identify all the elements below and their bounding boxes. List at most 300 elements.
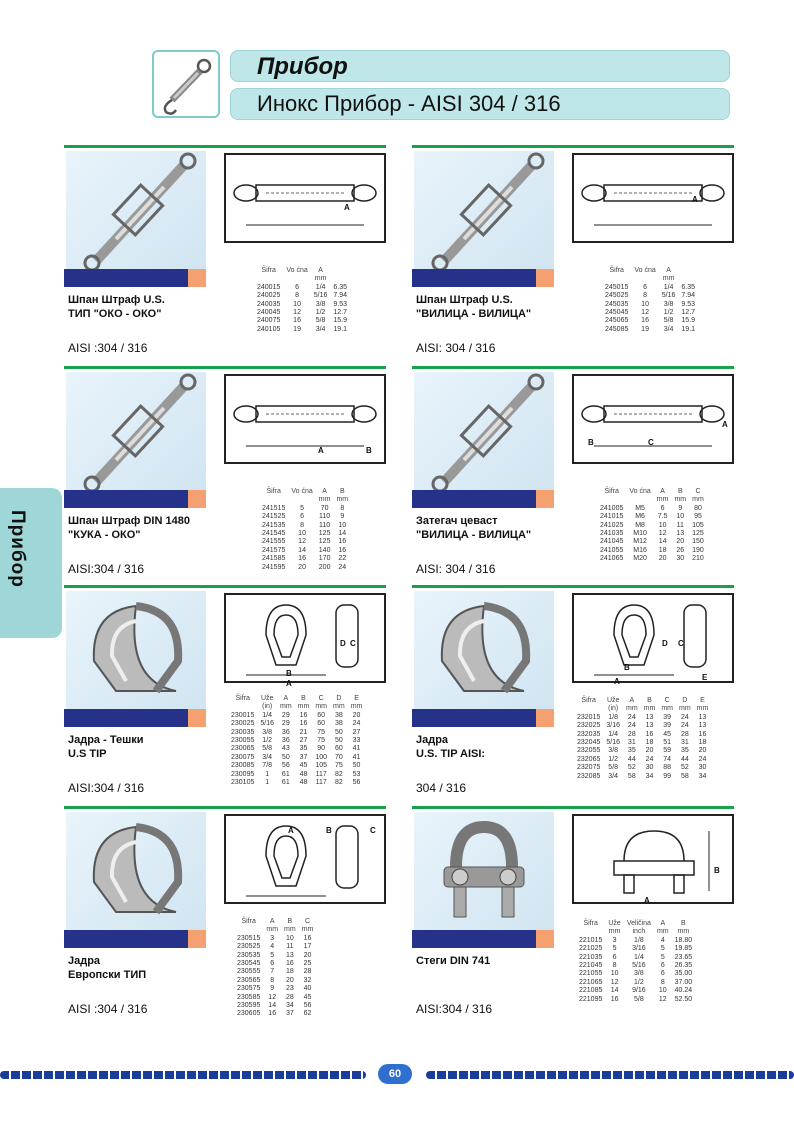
spec-cell: 240035 [257,300,281,308]
spec-cell: 9 [678,504,683,512]
product-photo [414,591,554,721]
spec-cell: 52 [680,764,689,772]
spec-cell: 1/4 [262,711,273,719]
spec-cell: 43 [281,745,290,753]
spec-cell: 1/8 [634,936,644,944]
label-bar-accent [188,709,206,727]
spec-cell: 35 [627,747,636,755]
spec-unit: mm [266,926,279,934]
spec-col-header: Šifra [235,695,250,702]
spec-cell: 14 [658,538,667,546]
spec-unit: mm [284,926,296,934]
spec-cell: 8 [295,292,300,300]
spec-cell: 24 [645,755,654,763]
table-row [576,996,695,1004]
spec-unit: mm [333,703,345,711]
dimension-label: A [722,420,728,429]
spec-cell: 51 [663,739,672,747]
spec-cell: 241005 [600,504,624,512]
spec-cell: 240025 [257,292,281,300]
spec-cell: 6 [643,283,648,291]
spec-cell: 61 [281,779,290,787]
spec-col-header: A [318,267,323,274]
spec-cell: 13 [698,713,707,721]
product-material: AISI: 304 / 316 [416,341,496,355]
table-row [602,284,698,292]
table-row [234,977,316,985]
spec-cell: 38 [334,711,343,719]
spec-cell: 16 [338,546,347,554]
spec-cell: 10 [285,934,294,942]
spec-cell: 30 [645,764,654,772]
spec-cell: 1/8 [608,713,619,721]
dimension-label: B [624,663,630,672]
section-divider [64,585,386,588]
product-name: Шпан Штраф U.S. ТИП "ОКО - ОКО" [68,294,165,320]
spec-cell: 12 [610,978,619,986]
spec-cell: 3/8 [634,970,644,978]
table-row [234,952,316,960]
spec-cell: 221095 [579,995,603,1003]
spec-cell: 20 [298,563,306,571]
spec-cell: 11 [676,521,684,529]
product-card [64,366,386,576]
spec-cell: 16 [298,555,306,563]
spec-cell: 12 [298,538,306,546]
section-divider [64,145,386,148]
table-row [234,985,316,993]
spec-cell: 34 [645,772,654,780]
spec-cell: 37.00 [674,978,693,986]
spec-cell: 75 [317,728,326,736]
spec-unit: mm [315,703,327,711]
spec-col-header: Vo ćna [286,267,308,274]
spec-col-header: Vo ćna [629,488,651,495]
spec-cell: 9 [270,985,275,993]
spec-cell: 70 [320,504,329,512]
label-bar [412,930,536,948]
spec-cell: 10 [338,521,347,529]
table-row [254,284,350,292]
spec-cell: 23 [285,985,294,993]
spec-cell: 14 [338,530,347,538]
spec-col-header: D [336,695,342,702]
spec-cell: 16 [285,960,294,968]
spec-cell: 3/4 [262,753,273,761]
spec-cell: 12.7 [681,309,696,317]
label-bar-accent [188,269,206,287]
spec-cell: 19.1 [333,325,348,333]
spec-cell: 5 [612,945,617,953]
spec-cell: 45 [663,730,672,738]
spec-cell: 41 [352,745,361,753]
technical-drawing [572,153,734,243]
spec-cell: M5 [635,504,645,512]
spec-cell: M12 [633,538,647,546]
spec-cell: 11 [286,943,294,951]
product-material: AISI:304 / 316 [68,781,145,795]
spec-cell: 12 [658,995,667,1003]
product-card [64,585,386,795]
product-name: Јадра Европски ТИП [68,955,147,981]
table-row [234,1002,316,1010]
dimension-label: A [288,826,294,835]
spec-cell: 230605 [237,1010,261,1018]
spec-unit: mm [279,703,292,711]
spec-col-header: B [677,488,683,495]
spec-col-header: A [666,267,671,274]
spec-col-header: A [629,697,635,704]
technical-drawing [572,374,734,464]
spec-cell: 16 [338,538,347,546]
spec-col-header: E [700,697,705,704]
spec-cell: 3/4 [608,772,619,780]
label-bar [412,269,536,287]
spec-cell: 4 [660,936,665,944]
spec-cell: 82 [334,770,343,778]
spec-unit [234,926,263,934]
spec-cell: 28 [285,993,294,1001]
table-row [254,326,350,334]
spec-cell: 32 [303,976,312,984]
product-name: Јадра - Тешки U.S TIP [68,734,144,760]
side-section-tab [0,488,62,638]
spec-cell: 6.35 [681,283,696,291]
table-row [259,522,351,530]
spec-cell: 232085 [577,772,601,780]
table-row [576,954,695,962]
spec-cell: 16 [641,317,649,325]
spec-cell: 232035 [577,730,601,738]
spec-col-header: Šifra [609,267,624,274]
spec-cell: 75 [334,762,343,770]
spec-col-header: Šifra [266,488,281,495]
spec-cell: 10 [658,521,667,529]
spec-cell: 20 [352,711,361,719]
spec-cell: 8 [643,292,648,300]
spec-cell: 9/16 [632,987,646,995]
spec-col-header: B [681,920,686,927]
spec-cell: 241545 [262,530,286,538]
spec-cell: 58 [627,772,636,780]
spec-unit [631,275,658,283]
spec-unit: inch [632,928,646,936]
spec-cell: 45 [299,762,308,770]
table-row [574,722,711,730]
table-row [602,309,698,317]
spec-cell: 20 [645,747,654,755]
product-card [412,806,734,1016]
spec-unit [254,275,283,283]
spec-cell: 24 [627,713,636,721]
spec-cell: 58 [680,772,689,780]
table-row [602,292,698,300]
section-divider [412,806,734,809]
table-row [228,720,365,728]
spec-cell: 230515 [237,934,261,942]
spec-cell: 75 [317,737,326,745]
spec-cell: 22 [338,555,347,563]
spec-cell: 16 [299,711,308,719]
spec-unit: mm [662,275,675,283]
page-subtitle: Инокс Прибор - AISI 304 / 316 [230,88,730,120]
spec-cell: 140 [318,546,331,554]
spec-cell: 125 [692,530,704,538]
spec-cell: 80 [694,504,702,512]
product-photo [414,812,554,942]
spec-cell: 37 [299,753,308,761]
table-row [254,301,350,309]
spec-cell: 16 [645,730,654,738]
table-row [597,538,707,546]
spec-cell: 5/16 [313,292,328,300]
spec-cell: 1 [265,779,270,787]
table-row [602,317,698,325]
spec-cell: 3/4 [663,325,674,333]
product-material: AISI :304 / 316 [68,341,148,355]
spec-cell: 10 [658,987,667,995]
spec-cell: 125 [318,530,331,538]
spec-cell: 240105 [257,325,281,333]
spec-cell: 40 [303,985,312,993]
spec-cell: 56 [303,1002,312,1010]
page-title: Прибор [230,50,730,82]
spec-cell: 232015 [577,713,601,721]
table-row [259,505,351,513]
spec-cell: 41 [352,753,361,761]
spec-col-header: A [660,920,666,927]
table-row [597,547,707,555]
spec-cell: 52.50 [674,995,693,1003]
spec-cell: 6 [660,962,665,970]
spec-unit: mm [336,496,349,504]
spec-cell: 14 [298,546,306,554]
table-row [574,731,711,739]
side-tab-label: Прибор [7,510,28,588]
spec-cell: 52 [627,764,636,772]
product-photo [414,151,554,281]
spec-cell: 9 [340,513,345,521]
spec-unit: mm [656,928,669,936]
spec-col-header: A [660,488,665,495]
spec-cell: 20 [658,555,667,563]
spec-cell: 1/2 [634,978,644,986]
spec-cell: 74 [663,755,672,763]
label-bar-accent [536,709,554,727]
spec-col-header: Vo ćna [291,488,313,495]
spec-cell: 10 [641,300,649,308]
product-name: Затегач цеваст "ВИЛИЦА - ВИЛИЦА" [416,515,532,541]
spec-cell: 6 [300,513,305,521]
label-bar [64,490,188,508]
spec-unit: mm [318,496,331,504]
technical-drawing [224,153,386,243]
dimension-label: B [286,669,292,678]
spec-cell: 1/4 [663,283,674,291]
spec-cell: 125 [318,538,331,546]
spec-cell: 25 [303,960,312,968]
label-bar-accent [188,930,206,948]
spec-cell: 105 [315,762,328,770]
spec-cell: 14 [610,987,619,995]
spec-cell: 3 [612,936,617,944]
table-row [234,1010,316,1018]
table-row [228,745,365,753]
technical-drawing [224,593,386,688]
product-material: AISI: 304 / 316 [416,562,496,576]
spec-cell: 240015 [257,283,281,291]
spec-cell: 5 [300,504,305,512]
spec-cell: M20 [633,555,647,563]
spec-cell: 5/8 [262,745,273,753]
dimension-label: C [678,639,684,648]
spec-col-header: Šifra [604,488,619,495]
spec-unit: mm [696,705,709,713]
spec-cell: 8 [660,978,665,986]
spec-cell: 230595 [237,1002,261,1010]
spec-cell: 110 [319,513,331,521]
spec-cell: 16 [303,934,312,942]
spec-cell: 8 [270,976,275,984]
spec-unit: mm [350,703,363,711]
spec-cell: 34 [285,1002,294,1010]
table-row [602,301,698,309]
spec-unit [597,496,626,504]
spec-cell: 29 [281,711,290,719]
spec-cell: 9.53 [681,300,696,308]
product-name: Јадра U.S. TIP AISI: [416,734,486,760]
dimension-label: A [318,446,324,455]
label-bar [412,709,536,727]
spec-cell: 33 [352,737,361,745]
technical-drawing [572,814,734,904]
spec-cell: 200 [318,563,331,571]
spec-cell: 230525 [237,943,261,951]
spec-cell: 7 [270,968,275,976]
table-row [228,712,365,720]
spec-col-header: C [318,695,324,702]
spec-cell: 230015 [231,711,255,719]
spec-table [597,488,707,564]
spec-cell: 12 [268,993,277,1001]
table-row [228,762,365,770]
spec-cell: 18.80 [674,936,693,944]
spec-cell: 53 [352,770,361,778]
table-row [234,960,316,968]
spec-cell: 19 [641,325,649,333]
spec-cell: 10 [298,530,306,538]
table-row [576,979,695,987]
spec-cell: 5/16 [606,739,620,747]
dimension-label: A [644,896,650,905]
spec-cell: 1/4 [634,953,644,961]
spec-col-header: B [339,488,345,495]
table-row [597,513,707,521]
spec-col-header: C [695,488,701,495]
product-photo [66,372,206,502]
spec-unit [283,275,310,283]
spec-cell: 39 [663,722,672,730]
spec-cell: 3/8 [608,747,619,755]
dimension-label: B [366,446,372,455]
spec-unit: (in) [608,705,619,713]
spec-col-header: A [269,918,275,925]
spec-col-header: Uže [608,920,621,927]
spec-cell: 28 [680,730,689,738]
table-row [228,771,365,779]
spec-table [259,488,351,572]
spec-cell: 105 [692,521,704,529]
spec-cell: 20 [285,976,294,984]
spec-cell: 90 [317,745,326,753]
spec-cell: M16 [633,546,647,554]
spec-unit: mm [677,928,690,936]
spec-cell: 230085 [231,762,255,770]
spec-cell: 221065 [579,978,603,986]
spec-cell: 3/16 [606,722,620,730]
spec-cell: 5/16 [260,720,274,728]
spec-cell: 9.53 [333,300,348,308]
spec-col-header: Šifra [581,697,596,704]
dimension-label: A [286,679,292,688]
spec-unit: mm [656,496,669,504]
spec-col-header: B [287,918,293,925]
spec-cell: 14 [268,1002,277,1010]
spec-cell: 210 [692,555,704,563]
spec-cell: 221035 [579,953,603,961]
spec-cell: 4 [270,943,275,951]
table-row [259,513,351,521]
spec-cell: 13 [676,530,685,538]
spec-cell: 26 [676,546,685,554]
spec-cell: 48 [299,779,308,787]
table-row [574,764,711,772]
spec-cell: 241065 [600,555,624,563]
spec-cell: 70 [334,753,343,761]
spec-cell: 27 [299,737,308,745]
spec-cell: 3/4 [315,325,326,333]
spec-cell: 110 [319,521,331,529]
product-card [64,806,386,1016]
product-photo [66,151,206,281]
dimension-label: C [370,826,376,835]
spec-cell: 230075 [231,753,255,761]
label-bar-accent [188,490,206,508]
spec-cell: 232025 [577,722,601,730]
spec-unit: mm [608,928,621,936]
spec-cell: 16 [268,1010,277,1018]
spec-cell: 62 [303,1010,312,1018]
spec-cell: 6 [660,970,665,978]
spec-cell: 6 [295,283,300,291]
spec-cell: 1/4 [608,730,619,738]
spec-cell: 5 [270,951,275,959]
table-row [602,326,698,334]
table-row [576,945,695,953]
spec-cell: 16 [698,730,707,738]
turnbuckle-logo-icon [152,50,220,118]
spec-cell: 6 [660,504,665,512]
spec-cell: 15.9 [333,317,348,325]
product-material: AISI:304 / 316 [416,1002,493,1016]
spec-cell: 230055 [231,737,255,745]
spec-cell: 19.85 [674,945,693,953]
spec-unit: mm [679,705,691,713]
spec-cell: 18 [645,739,654,747]
spec-cell: 13 [645,713,654,721]
label-bar [64,930,188,948]
spec-cell: 16 [293,317,301,325]
